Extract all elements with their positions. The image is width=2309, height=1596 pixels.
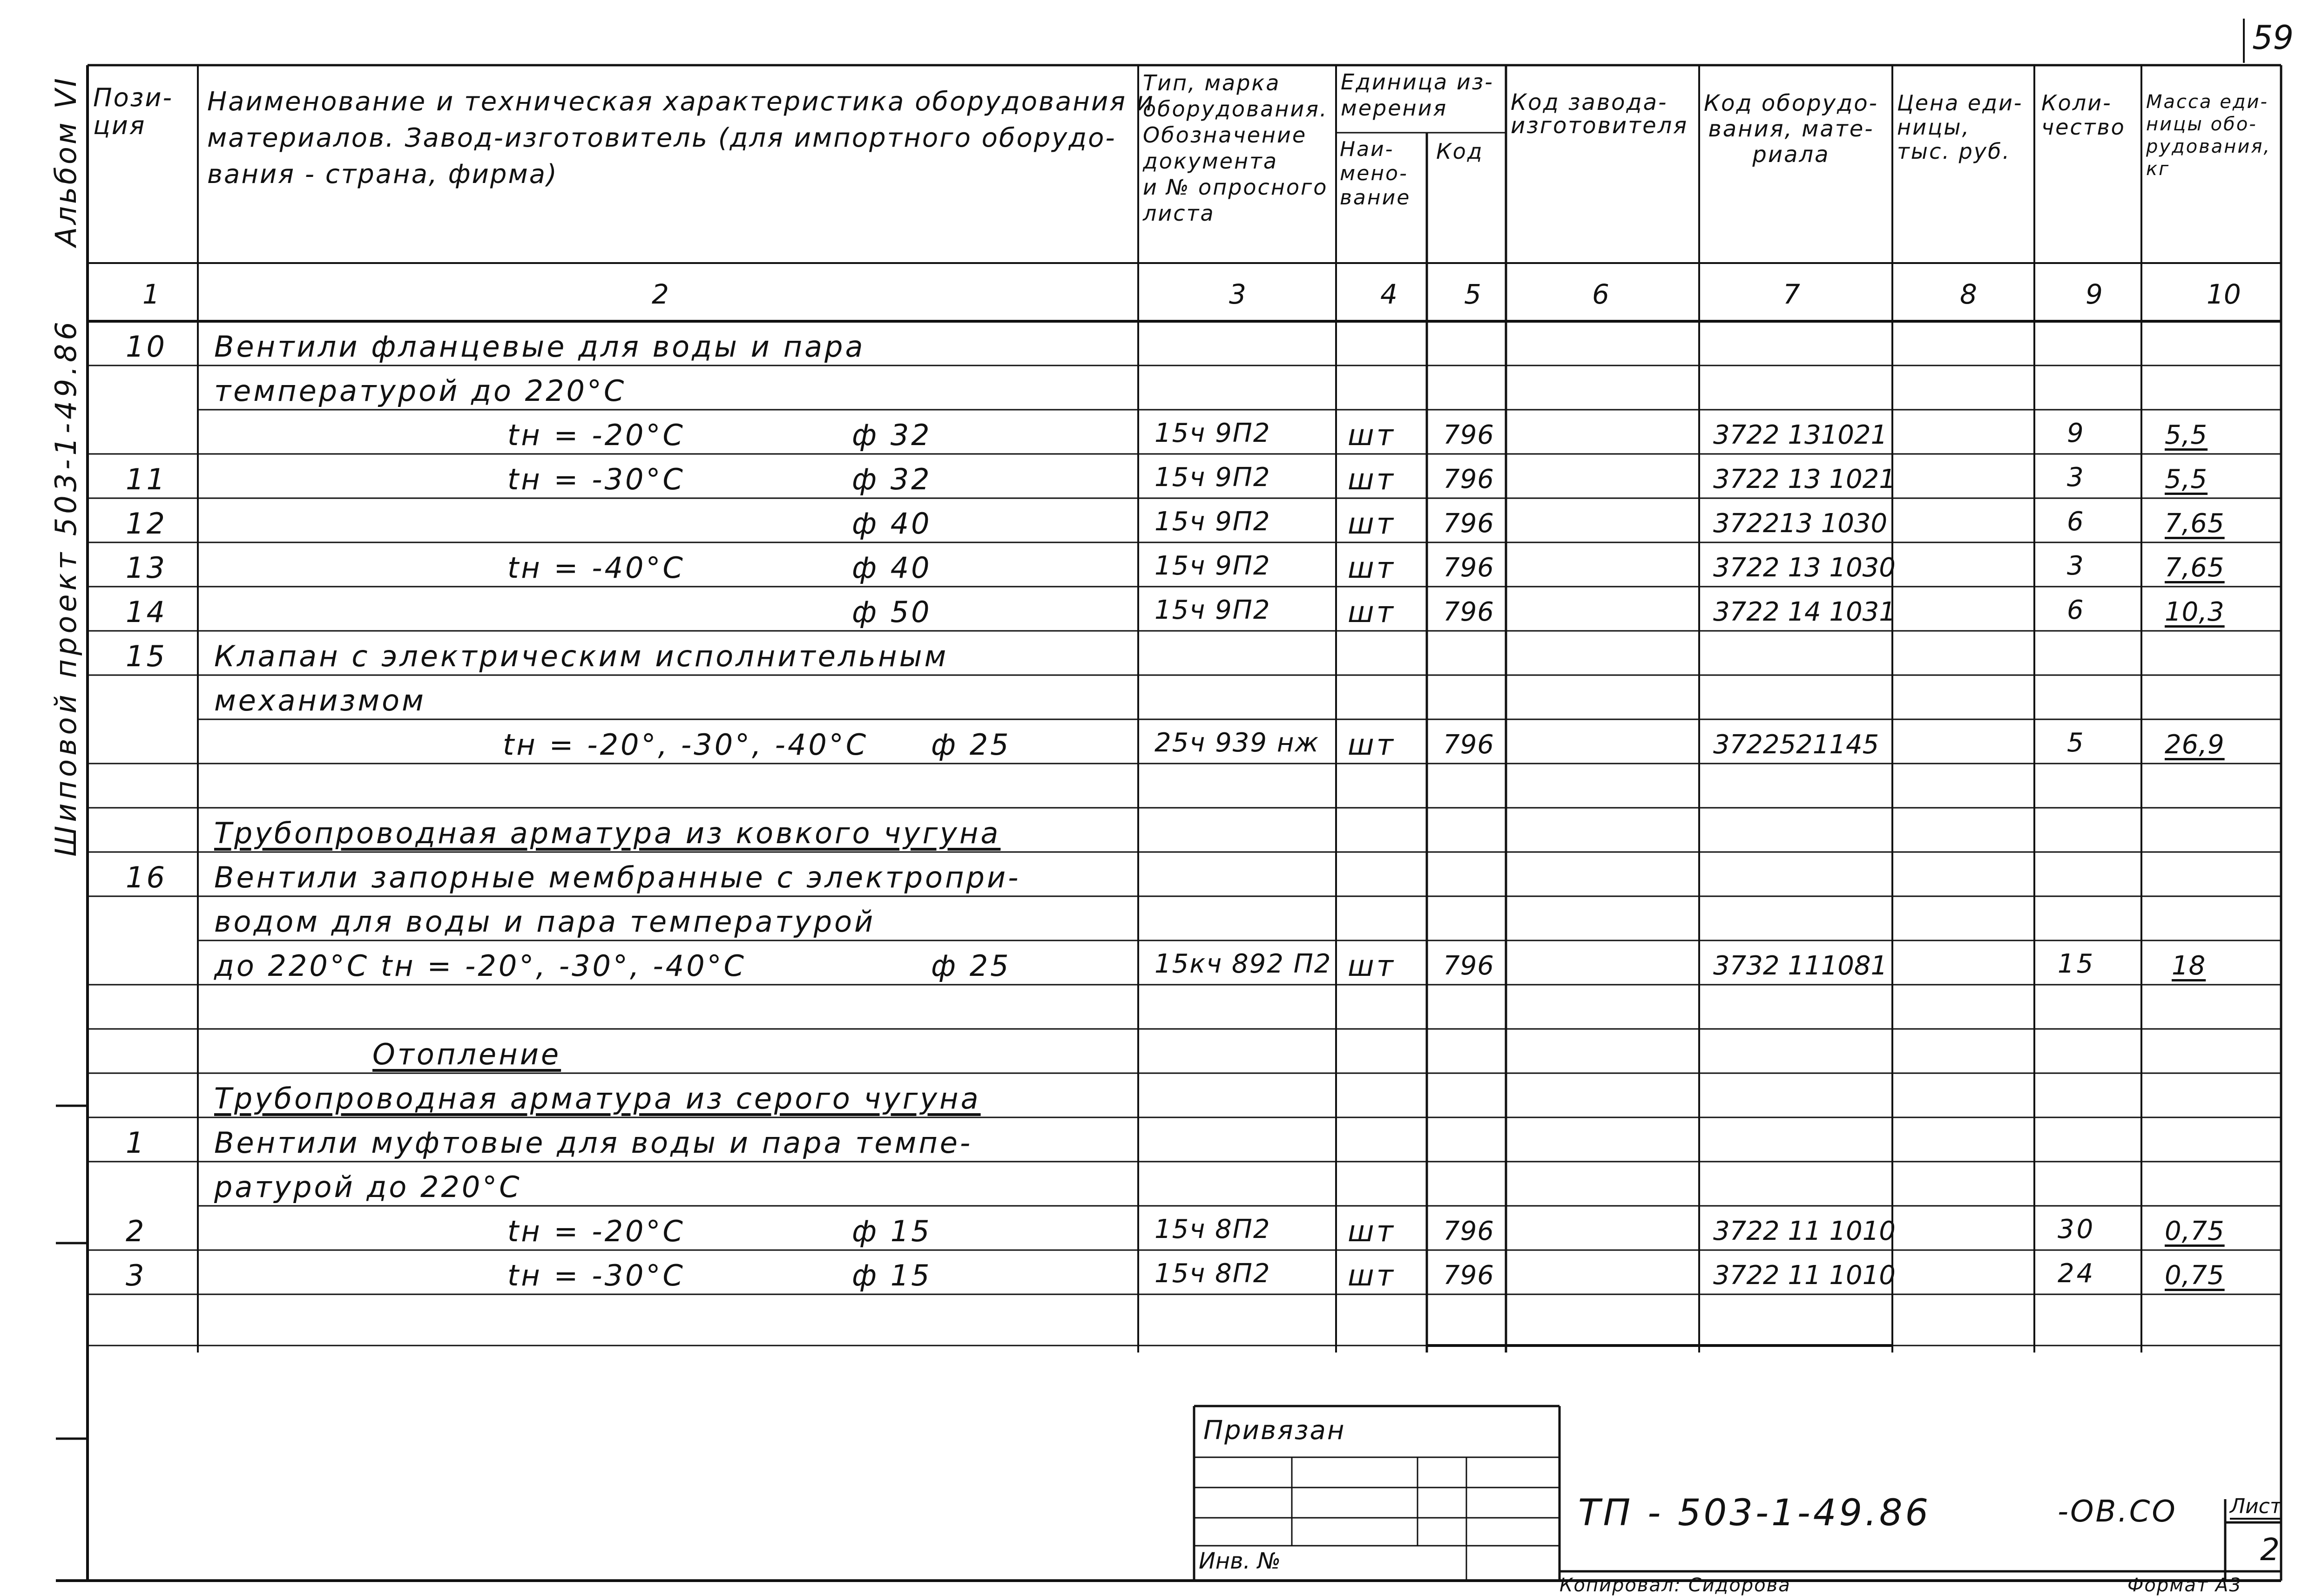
header-unit: Единица из- мерения (1341, 69, 1494, 121)
cell-name: ратурой до 220°С (214, 1170, 522, 1204)
cell-material-code: 3722 13 1030 (1713, 553, 1896, 583)
cell-unit-code: 796 (1443, 597, 1494, 627)
project-label: Шиповой проект 503-1-49.86 (49, 318, 83, 857)
cell-unit: шт (1348, 728, 1396, 762)
cell-mass: 7,65 (2165, 553, 2225, 583)
cell-quantity: 30 (2058, 1214, 2096, 1244)
cell-diameter: ф 50 (852, 595, 932, 629)
cell-unit-code: 796 (1443, 1216, 1494, 1246)
header-unit-name: Наи- мено- вание (1340, 137, 1411, 210)
header-name: Наименование и техническая характеристика оборудования и материалов. Завод-изготовитель (для импортного оборудо- вания - страна, фирма) (207, 87, 1155, 189)
sheet-number: 2 (2260, 1532, 2280, 1568)
column-number: 8 (1960, 278, 1977, 310)
cell-quantity: 3 (2067, 462, 2086, 493)
inventory-label: Инв. № (1199, 1548, 1281, 1574)
column-number: 1 (142, 278, 160, 310)
cell-material-code: 3722 11 1010 (1713, 1216, 1896, 1246)
column-number: 6 (1592, 278, 1609, 310)
cell-position: 11 (126, 462, 167, 496)
column-number: 10 (2207, 278, 2241, 310)
page-number: 59 (2252, 19, 2294, 57)
cell-unit: шт (1348, 418, 1396, 452)
album-label: Альбом VI (49, 76, 83, 247)
cell-quantity: 5 (2067, 728, 2086, 758)
column-number: 3 (1229, 278, 1246, 310)
cell-unit-code: 796 (1443, 1260, 1494, 1291)
cell-type: 15ч 9П2 (1154, 507, 1271, 537)
column-number: 4 (1380, 278, 1398, 310)
cell-name: Клапан с электрическим исполнительным (214, 639, 949, 673)
cell-type: 15ч 8П2 (1154, 1214, 1271, 1244)
cell-diameter: ф 32 (852, 462, 932, 496)
cell-material-code: 3732 111081 (1713, 951, 1888, 981)
cell-temperature: tн = -40°С (507, 551, 685, 585)
cell-position: 12 (126, 507, 167, 541)
cell-unit: шт (1348, 1214, 1396, 1248)
cell-unit: шт (1348, 462, 1396, 496)
cell-diameter: ф 40 (852, 507, 932, 541)
cell-mass: 5,5 (2165, 464, 2208, 494)
column-number: 7 (1783, 278, 1800, 310)
cell-position: 14 (126, 595, 167, 629)
cell-unit: шт (1348, 507, 1396, 541)
cell-position: 3 (126, 1258, 147, 1292)
cell-type: 15кч 892 П2 (1154, 949, 1332, 979)
cell-unit-code: 796 (1443, 553, 1494, 583)
copied-by: Копировал: Сидорова (1560, 1575, 1791, 1596)
cell-mass: 7,65 (2165, 508, 2225, 539)
cell-quantity: 9 (2067, 418, 2086, 448)
cell-temperature: tн = -20°С (507, 418, 685, 452)
cell-mass: 26,9 (2165, 730, 2225, 760)
cell-name: температурой до 220°С (214, 374, 627, 408)
cell-temperature: tн = -20°, -30°, -40°С (503, 728, 869, 762)
cell-name: Вентили запорные мембранные с электропри- (214, 860, 1021, 894)
cell-name: механизмом (214, 683, 426, 717)
cell-diameter: ф 25 (931, 949, 1011, 983)
cell-unit: шт (1348, 1258, 1396, 1292)
cell-mass: 0,75 (2165, 1216, 2225, 1246)
cell-name: Вентили фланцевые для воды и пара (214, 330, 865, 364)
sheet-label: Лист (2230, 1495, 2282, 1518)
cell-unit-code: 796 (1443, 951, 1494, 981)
cell-type: 15ч 9П2 (1154, 551, 1271, 581)
cell-mass: 18 (2172, 951, 2206, 981)
format-label: Формат А3 (2127, 1575, 2242, 1596)
cell-quantity: 6 (2067, 595, 2086, 625)
header-quantity: Коли- чество (2041, 90, 2126, 140)
cell-material-code: 3722 13 1021 (1713, 464, 1896, 494)
cell-unit-code: 796 (1443, 464, 1494, 494)
document-code: ТП - 503-1-49.86 (1578, 1492, 1931, 1534)
cell-position: 13 (126, 551, 167, 585)
cell-quantity: 3 (2067, 551, 2086, 581)
cell-unit-code: 796 (1443, 420, 1494, 450)
cell-unit-code: 796 (1443, 508, 1494, 539)
cell-type: 15ч 9П2 (1154, 418, 1271, 448)
cell-mass: 5,5 (2165, 420, 2208, 450)
cell-material-code: 3722 11 1010 (1713, 1260, 1896, 1291)
cell-temperature: tн = -20°С (507, 1214, 685, 1248)
cell-quantity: 15 (2058, 949, 2096, 979)
document-suffix: -ОВ.СО (2058, 1495, 2177, 1529)
cell-position: 2 (126, 1214, 147, 1248)
cell-position: 16 (126, 860, 167, 894)
column-number: 5 (1464, 278, 1481, 310)
cell-unit: шт (1348, 949, 1396, 983)
cell-diameter: ф 15 (852, 1214, 932, 1248)
cell-type: 15ч 9П2 (1154, 462, 1271, 493)
cell-position: 1 (126, 1126, 147, 1160)
cell-temperature: tн = -30°С (507, 462, 685, 496)
header-unit-code: Код (1436, 139, 1484, 164)
header-type: Тип, марка оборудования. Обозначение документа и № опросного листа (1143, 70, 1328, 226)
cell-unit-code: 796 (1443, 730, 1494, 760)
header-price: Цена еди- ницы, тыс. руб. (1897, 90, 2023, 164)
header-position: Пози- ция (93, 83, 173, 140)
cell-type: 15ч 9П2 (1154, 595, 1271, 625)
cell-position: 15 (126, 639, 167, 673)
cell-quantity: 24 (2058, 1258, 2096, 1289)
column-number: 2 (652, 278, 669, 310)
cell-unit: шт (1348, 551, 1396, 585)
cell-name: до 220°С tн = -20°, -30°, -40°С (214, 949, 746, 983)
header-material-code: Код оборудо- вания, мате- риала (1704, 90, 1878, 168)
cell-material-code: 372213 1030 (1713, 508, 1888, 539)
cell-type: 25ч 939 нж (1154, 728, 1319, 758)
cell-name: Трубопроводная арматура из серого чугуна (214, 1082, 981, 1116)
cell-diameter: ф 15 (852, 1258, 932, 1292)
cell-diameter: ф 40 (852, 551, 932, 585)
header-maker-code: Код завода- изготовителя (1511, 89, 1688, 139)
cell-type: 15ч 8П2 (1154, 1258, 1271, 1289)
cell-mass: 10,3 (2165, 597, 2225, 627)
header-mass: Масса еди- ницы обо- рудования, кг (2146, 91, 2271, 180)
cell-name: водом для воды и пара температурой (214, 905, 876, 939)
cell-material-code: 3722 131021 (1713, 420, 1888, 450)
cell-quantity: 6 (2067, 507, 2086, 537)
cell-temperature: tн = -30°С (507, 1258, 685, 1292)
cell-mass: 0,75 (2165, 1260, 2225, 1291)
cell-diameter: ф 25 (931, 728, 1011, 762)
cell-unit: шт (1348, 595, 1396, 629)
cell-material-code: 3722 14 1031 (1713, 597, 1896, 627)
cell-position: 10 (126, 330, 167, 364)
cell-name: Трубопроводная арматура из ковкого чугуна (214, 816, 1001, 850)
attached-label: Привязан (1203, 1415, 1346, 1446)
cell-diameter: ф 32 (852, 418, 932, 452)
cell-name: Отопление (372, 1037, 561, 1071)
cell-name: Вентили муфтовые для воды и пара темпе- (214, 1126, 973, 1160)
column-number: 9 (2086, 278, 2103, 310)
cell-material-code: 3722521145 (1713, 730, 1879, 760)
